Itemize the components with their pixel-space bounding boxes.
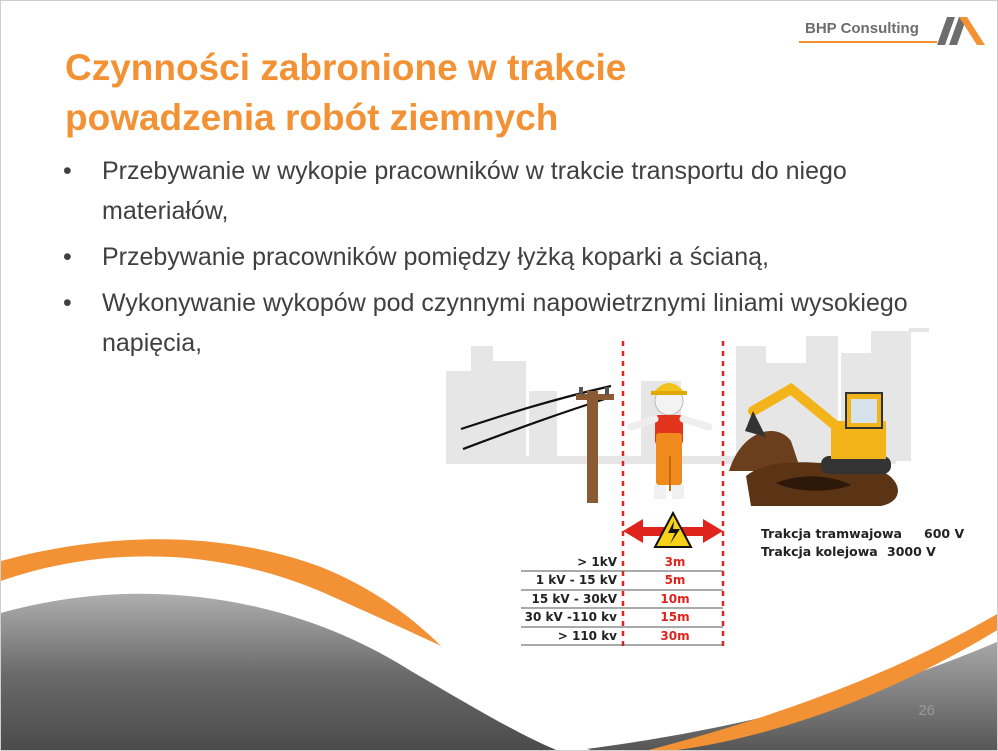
table-row — [521, 608, 723, 626]
page-number: 26 — [918, 702, 935, 719]
logo-text: BHP Consulting — [805, 20, 919, 37]
bullet-item — [61, 151, 941, 231]
voltage-distance-table — [521, 553, 723, 648]
bullet-marker: • — [63, 157, 72, 185]
traction-voltages — [761, 525, 965, 561]
table-row — [521, 571, 723, 589]
bullet-text: Przebywanie w wykopie pracowników w trakcie transportu do niego materiałów, — [102, 157, 847, 225]
traction-value: 600 V — [924, 526, 965, 541]
table-row — [521, 590, 723, 608]
distance-value: 3m — [664, 555, 686, 569]
table-row — [521, 627, 723, 645]
table-row — [521, 553, 723, 571]
logo-underline — [799, 41, 937, 43]
voltage-label: > 110 kv — [557, 629, 617, 643]
traction-label: Trakcja kolejowa — [761, 544, 878, 559]
distance-value: 10m — [660, 592, 690, 606]
traction-label: Trakcja tramwajowa — [761, 526, 902, 541]
voltage-label: 1 kV - 15 kV — [535, 573, 617, 587]
voltage-label: > 1kV — [577, 555, 617, 569]
slide-title-line-1: Czynności zabronione w trakcie — [65, 47, 627, 88]
slide-title — [65, 43, 626, 143]
bullet-marker: • — [63, 289, 72, 317]
voltage-label: 15 kV - 30kV — [531, 592, 617, 606]
traction-row — [761, 543, 936, 561]
slide-title-line-2: powadzenia robót ziemnych — [65, 97, 559, 138]
logo-mountain-icon — [937, 13, 987, 45]
bullet-text: Przebywanie pracowników pomiędzy łyżką koparki a ścianą, — [102, 243, 769, 271]
company-logo — [799, 9, 989, 45]
utility-pole — [576, 387, 614, 503]
voltage-label: 30 kV -110 kv — [524, 610, 617, 624]
bullet-item — [61, 237, 941, 277]
bullet-text: Wykonywanie wykopów pod czynnymi napowietrznymi liniami wysokiego napięcia, — [102, 289, 908, 357]
bullet-marker: • — [63, 243, 72, 271]
traction-value: 3000 V — [887, 544, 936, 559]
distance-value: 15m — [660, 610, 690, 624]
distance-value: 30m — [660, 629, 690, 643]
traction-row — [761, 525, 965, 543]
distance-value: 5m — [664, 573, 686, 587]
distance-arrow — [623, 513, 723, 547]
